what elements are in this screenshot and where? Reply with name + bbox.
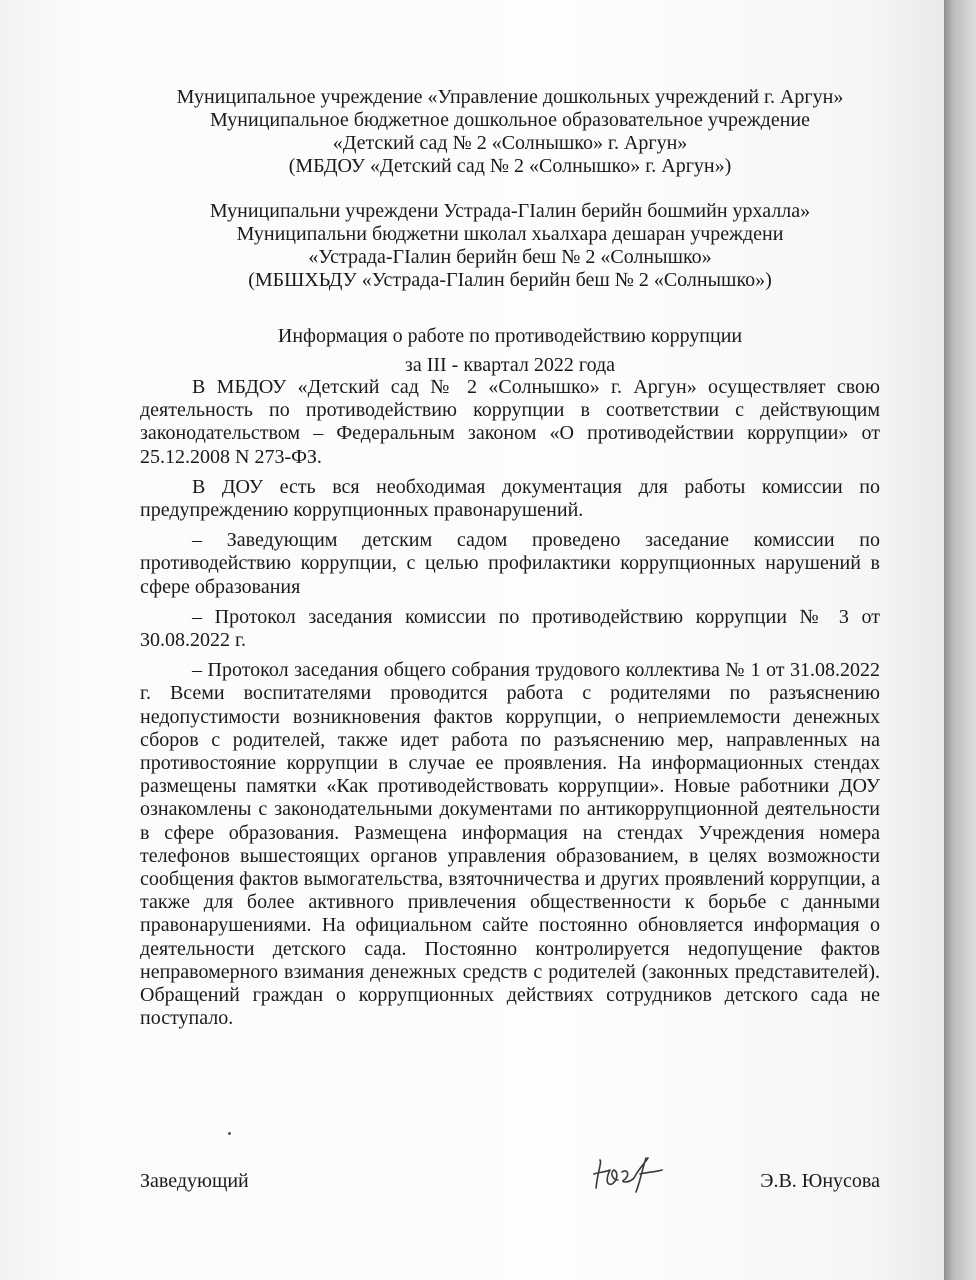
header-ru-line: (МБДОУ «Детский сад № 2 «Солнышко» г. Аргун») [288, 155, 732, 177]
header-ru-line: Муниципальное учреждение «Управление дошкольных учреждений г. Аргун» [176, 86, 844, 108]
document-title [140, 322, 880, 380]
paragraph-commission-meeting: – Заведующим детским садом проведено заседание комиссии по противодействию коррупции, с целью профилактики коррупционных нарушений в сфере образования [140, 529, 880, 598]
handwritten-signature [588, 1150, 668, 1200]
title-line-1: Информация о работе по противодействию коррупции [277, 325, 743, 347]
page-shadow-edge [944, 0, 976, 1280]
paragraph-intro: В МБДОУ «Детский сад № 2 «Солнышко» г. Аргун» осуществляет свою деятельность по противодействию коррупции в соответствии с действующим законодательством – Федеральным законом «О противодействии коррупции» от 25.12.2008 N 273-ФЗ. [140, 376, 880, 468]
paragraph-protocol-3: – Протокол заседания комиссии по противодействию коррупции № 3 от 30.08.2022 г. [140, 605, 880, 652]
paragraph-documentation: В ДОУ есть вся необходимая документация для работы комиссии по предупреждению коррупционных правонарушений. [140, 475, 880, 522]
signatory-name: Э.В. Юнусова [760, 1170, 880, 1192]
header-ru-line: «Детский сад № 2 «Солнышко» г. Аргун» [332, 132, 688, 154]
header-ce-line: «Устрада-ГIалин берийн беш № 2 «Солнышко» [308, 246, 712, 268]
title-line-2: за III - квартал 2022 года [404, 354, 616, 376]
header-russian [140, 86, 880, 178]
document-body [140, 376, 880, 1037]
header-chechen [140, 200, 880, 292]
header-ce-line: (МБШХЬДУ «Устрада-ГIалин берийн беш № 2 «Солнышко») [248, 269, 772, 291]
signatory-role: Заведующий [140, 1170, 249, 1192]
signature-block [140, 1170, 880, 1210]
header-ce-line: Муниципальни учреждени Устрада-ГIалин берийн бошмийн урхалла» [209, 200, 811, 222]
paragraph-protocol-1: – Протокол заседания общего собрания трудового коллектива № 1 от 31.08.2022 г. Всеми воспитателями проводится работа с родителями по разъяснению недопустимости возникновения фактов коррупции, о неприемлемости денежных сборов с родителей, также идет работа по разъяснению мер, направленных на противостояние коррупции в случае ее проявления. На информационных стендах размещены памятки «Как противодействовать коррупции». Новые работники ДОУ ознакомлены с законодательными документами по антикоррупционной деятельности в сфере образования. Размещена информация на стендах Учреждения номера телефонов вышестоящих органов управления образованием, в целях возможности сообщения фактов вымогательства, взяточничества и других проявлений коррупции, а также для более активного привлечения общественности к борьбе с данными правонарушениями. На официальном сайте постоянно обновляется информация о деятельности детского сада. Постоянно контролируется недопущение фактов неправомерного взимания денежных средств с родителей (законных представителей). Обращений граждан о коррупционных действиях сотрудников детского сада не поступало. [140, 659, 880, 1030]
page-speck [228, 1132, 231, 1135]
header-ce-line: Муниципальни бюджетни школал хьалхара дешаран учреждени [236, 223, 784, 245]
header-ru-line: Муниципальное бюджетное дошкольное образовательное учреждение [210, 109, 810, 131]
